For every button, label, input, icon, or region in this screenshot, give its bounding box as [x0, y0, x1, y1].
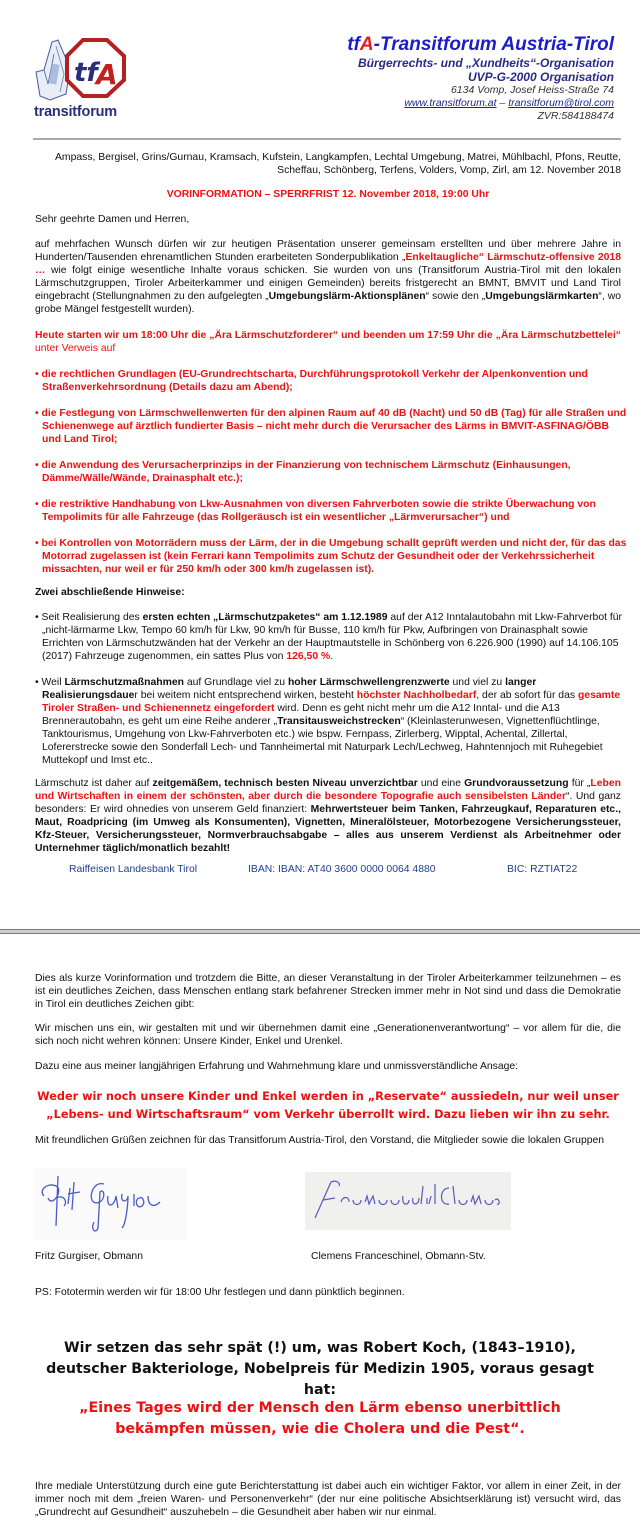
text-run: “ sowie den „ [425, 291, 486, 302]
signatory-name: Fritz Gurgiser, Obmann [35, 1251, 143, 1262]
invitation-paragraph: Dies als kurze Vorinformation und trotzdem die Bitte, an dieser Veranstaltung in der Tiroler Arbeiterkammer teilzunehmen – es ist ein deutliches Zeichen, dass Menschen entlang stark befahrener Strecken immer mehr in Not sind und dass die Demokratie in Tirol ein deutliches Zeichen gibt: [35, 973, 621, 1010]
org-subtitle-2: UVP-G-2000 Organisation [467, 70, 614, 84]
text-run: “. Und ganz besonders: Er wird ohnedies von unserem Geld finanziert: [35, 791, 621, 815]
closing-paragraph [35, 777, 621, 855]
logo-a: A [96, 58, 118, 91]
text-run: “, wo grobe Mängel festgestellt wurden). [35, 291, 621, 315]
text-run: • Seit Realisierung des [35, 612, 143, 623]
text-run: r bei weitem nicht entsprechend wirken, besteht [134, 690, 357, 701]
text-run: auf mehrfachen Wunsch dürfen wir zur heutigen Präsentation unserer gemeinsam erstellten und über mehrere Jahre in Hunderten/Tausenden ehrenamtlichen Stunden erarbeiteten Sonderpublikation „ [35, 239, 621, 263]
red-bullet-item: • die Festlegung von Lärmschwellenwerten für den alpinen Raum auf 40 dB (Nacht) und 50 dB (Tag) für alle Straßen und Schienenwege auf ärztlich fundierter Basis – nicht mehr durch die Verursacher des Lärms in BMVIT-ASFINAG/ÖBB und Land Tirol; [35, 408, 627, 445]
bold-term: hoher Lärmschwellengrenzwerte [287, 677, 450, 688]
red-bullet-item: • die rechtlichen Grundlagen (EU-Grundrechtscharta, Durchführungsprotokoll Verkehr der Alpenkonvention und Straßenverkehrsordnung (Details dazu am Abend); [35, 369, 588, 393]
org-address: 6134 Vomp, Josef Heiss-Straße 74 [450, 84, 614, 96]
places-and-date: Ampass, Bergisel, Grins/Gurnau, Kramsach, Kufstein, Langkampfen, Lechtal Umgebung, Matrei, Mühlbachl, Pfons, Reutte, Scheffau, Schönberg, Terfens, Volders, Vomp, Zirl, am 12. November 2018 [55, 152, 621, 176]
bank-bic: BIC: RZTIAT22 [507, 864, 578, 875]
bold-term: Umgebungslärmkarten [485, 291, 599, 302]
text-run: und eine [417, 778, 465, 789]
contact-separator: – [496, 97, 509, 109]
bold-term: Umgebungslärm-Aktionsplänen [268, 291, 426, 302]
text-run: wird. Denn es geht nicht mehr um die A12 Inntal- und die A13 Brennerautobahn, es geht um eine Reihe anderer „ [42, 703, 560, 727]
headline: VORINFORMATION – SPERRFRIST 12. November 2018, 19:00 Uhr [166, 189, 490, 200]
org-zvr: ZVR:584188474 [537, 110, 614, 122]
percent-increase: 126,50 % [286, 651, 331, 662]
text-run: , der ab sofort für das [476, 690, 578, 701]
email-link[interactable]: transitforum@tirol.com [508, 97, 614, 109]
org-title [347, 34, 614, 56]
text-run: Lärmschutz ist daher auf [35, 778, 153, 789]
generation-paragraph: Wir mischen uns ein, wir gestalten mit und wir übernehmen damit eine „Generationenverantwortung“ – vor allem für die, die sich noch nicht wehren können: Unsere Kinder, Enkel und Urenkel. [35, 1023, 621, 1047]
title-red-letter: A [359, 34, 374, 55]
header-divider [33, 138, 621, 140]
intro-paragraph [35, 238, 621, 316]
bold-term: Grundvoraussetzung [464, 778, 569, 789]
logo-wordmark: transitforum [34, 104, 117, 120]
text-run: wie folgt einige wesentliche Inhalte voraus schicken. Sie wurden von uns (Transitforum Austria-Tirol mit den lokalen Lärmschutzgruppen, Tiroler Arbeiterkammer und einigen Gemeinden) bereits fristgerecht an BMNT, BMVIT und Land Tirol eingebracht (Stellungnahmen zu den aufgelegten „ [35, 265, 621, 302]
signature-icon [34, 1168, 186, 1240]
koch-quote: „Eines Tages wird der Mensch den Lärm ebenso unerbittlich bekämpfen müssen, wie die Cholera und die Pest“. [79, 1400, 561, 1437]
org-contact [347, 97, 614, 110]
bold-term: Lärmschutzmaßnahmen [64, 677, 184, 688]
red-bullet-item: • die restriktive Handhabung von Lkw-Ausnahmen von diversen Fahrverboten sowie die strikte Überwachung von Tempolimits für alle Fahrzeuge (das Rollgeräusch ist ein wesentlicher „Lärmverursacher“) und [35, 499, 596, 523]
text-run: • Weil [35, 677, 65, 688]
text-run: auf der A12 Inntalautobahn mit Lkw-Fahrverbot für „nicht-lärmarme Lkw, Tempo 60 km/h für Lkw, 90 km/h für Busse, 110 km/h für Pkw, Aufbringen von Drainasphalt sowie Errichten von Lärmschutzwänden hat der Verkehr an der Hauptmautstelle in Schönberg von 6.226.900 (1990) auf 14.106.105 (2017) Fahrzeuge zugenommen, ein sattes Plus von [42, 612, 622, 662]
bank-iban: IBAN: IBAN: AT40 3600 0000 0064 4880 [248, 864, 436, 875]
bold-term: ersten echten „Lärmschutzpaketes“ am 1.12.1989 [142, 612, 388, 623]
text-run: unter Verweis auf [35, 343, 116, 354]
bold-term: Transitausweichstrecken [277, 716, 401, 727]
bold-term: zeitgemäßem, technisch besten Niveau unverzichtbar [152, 778, 418, 789]
media-paragraph: Ihre mediale Unterstützung durch eine gute Berichterstattung ist dabei auch ein wichtiger Faktor, vor allem in einer Zeit, in der immer noch mit dem „freien Waren- und Personenverkehr“ (der nur eine politische Absichtserklärung ist) versucht wird, das „Grundrecht auf Gesundheit“ auszuhebeln – die Gesundheit aber haben wir nur einmal. [35, 1481, 621, 1518]
document-page-2 [0, 936, 640, 1528]
text-run: auf Grundlage viel zu [183, 677, 288, 688]
letterhead [347, 34, 614, 123]
bold-term: langer Realisierungsdaue [42, 677, 537, 701]
logo-tf: tf [74, 58, 98, 88]
signature-franceschinel [305, 1172, 511, 1230]
koch-intro: Wir setzen das sehr spät (!) um, was Robert Koch, (1843–1910), deutscher Bakteriologe, Nobelpreis für Medizin 1905, voraus gesagt hat: [46, 1340, 594, 1398]
text-run: . [330, 651, 334, 662]
tax-list: Mehrwertsteuer beim Tanken, Fahrzeugkauf, Reparaturen etc., Maut, Roadpricing (im Umweg als Konsumenten), Vignetten, Mineralölsteuer, Motorbezogene Versicherungssteuer, Kfz-Steuer, Versicherungssteuer, Normverbrauchsabgabe – alles aus unserem Verdienst als Arbeitnehmer oder Unternehmer täglich/monatlich bezahlt! [35, 804, 621, 854]
postscript: PS: Fototermin werden wir für 18:00 Uhr festlegen und dann pünktlich beginnen. [35, 1287, 405, 1298]
website-link[interactable]: www.transitforum.at [404, 97, 497, 109]
hints-heading: Zwei abschließende Hinweise: [35, 587, 185, 598]
text-run: für „ [568, 778, 591, 789]
signature-icon [305, 1172, 511, 1230]
bank-name: Raiffeisen Landesbank Tirol [69, 864, 198, 875]
signatory-name: Clemens Franceschinel, Obmann-Stv. [311, 1251, 486, 1262]
hint-item-1 [35, 611, 628, 663]
statement: Weder wir noch unsere Kinder und Enkel werden in „Reservate“ aussiedeln, nur weil unser „Lebens- und Wirtschaftsraum“ vom Verkehr überrollt wird. Dazu lieben wir ihn zu sehr. [37, 1090, 619, 1121]
bold-announcement: Heute starten wir um 18:00 Uhr die „Ära Lärmschutzforderer“ und beenden um 17:59 Uhr die „Ära Lärmschutzbettelei“ [35, 330, 621, 341]
page-break [0, 929, 640, 935]
start-announcement [35, 329, 621, 355]
title-rest: -Transitforum Austria-Tirol [373, 34, 614, 55]
publication-title: Enkeltaugliche“ Lärmschutz-offensive 2018 … [35, 252, 622, 276]
red-bullet-item: • die Anwendung des Verursacherprinzips in der Finanzierung von technischem Lärmschutz (Einhausungen, Dämme/Wälle/Wände, Drainasphalt etc.); [35, 460, 571, 484]
transitforum-logo [30, 34, 134, 122]
text-run: und viel zu [449, 677, 506, 688]
text-run: “ (Kleinlasterunwesen, Vignettenflüchtlinge, Tanktourismus, Umgehung von Lkw-Fahrverboten etc.) wie bspw. Fernpass, Zirlerberg, Wipptal, Achental, Zillertal, Lofererstrecke sowie den Sonderfall Lech- und Tannheimertal mit Naturpark Lech/Lechweg, Hahntennjoch mit Ruhegebiet Muttekopf und Imst etc.. [42, 716, 603, 766]
red-term: Leben und Wirtschaften in einem der schönsten, aber durch die besondere Topografie auch sensibelsten Länder [35, 778, 621, 802]
signature-gurgiser [34, 1168, 186, 1240]
title-prefix: tf [347, 34, 360, 55]
red-bullet-item: • bei Kontrollen von Motorrädern muss der Lärm, der in die Umgebung schallt geprüft werden und nicht der, für das das Motorrad zugelassen ist (kein Ferrari kann Tempolimits zum Schutz der Gesundheit oder der Verkehrssicherheit missachten, nur weil er für 250 km/h oder 300 km/h zugelassen ist). [35, 538, 627, 575]
hint-item-2 [35, 676, 628, 767]
red-term: höchster Nachholbedarf [356, 690, 477, 701]
red-term: gesamte Tiroler Straßen- und Schienennetz eingefordert [42, 690, 621, 714]
statement-intro: Dazu eine aus meiner langjährigen Erfahrung und Wahrnehmung klare und unmissverständliche Ansage: [35, 1061, 519, 1072]
greeting: Mit freundlichen Grüßen zeichnen für das Transitforum Austria-Tirol, den Vorstand, die Mitglieder sowie die lokalen Gruppen [35, 1135, 605, 1146]
logo-icon [30, 34, 134, 106]
org-subtitle: Bürgerrechts- und „Xundheits“-Organisation [357, 56, 614, 70]
salutation: Sehr geehrte Damen und Herren, [35, 214, 190, 225]
